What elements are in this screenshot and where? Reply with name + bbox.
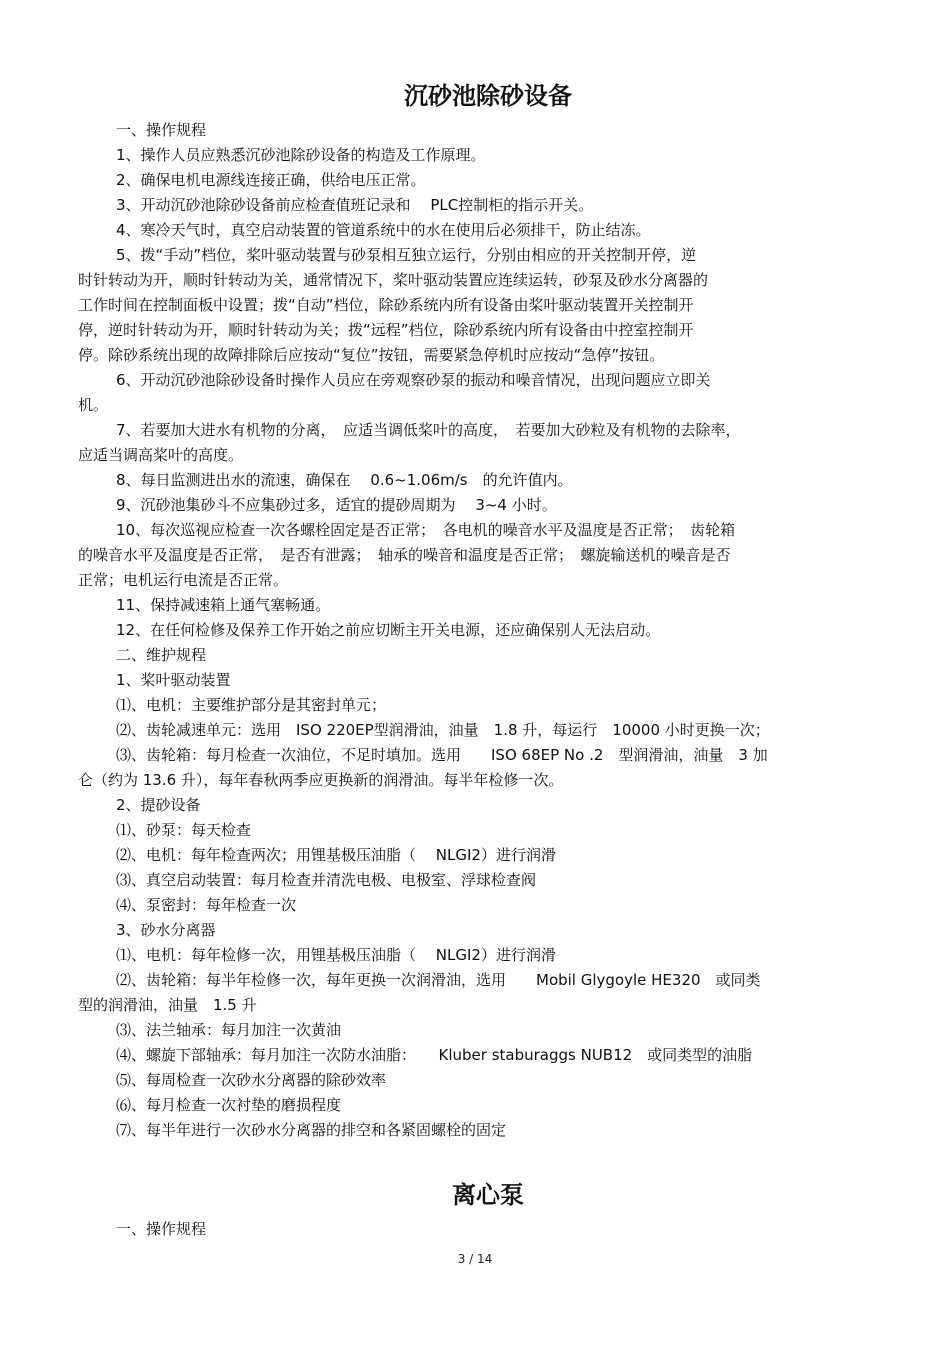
text-line: ⑷、泵密封：每年检查一次 — [116, 896, 297, 914]
text-line: 停，逆时针转动为开，顺时针转动为关；拨“远程”档位，除砂系统内所有设备由中控室控制开 — [78, 321, 694, 339]
text-line: 12、在任何检修及保养工作开始之前应切断主开关电源，还应确保别人无法启动。 — [116, 621, 661, 639]
section-title-grit-removal: 沉砂池除砂设备 — [404, 82, 572, 110]
text-line: ⑵、电机：每年检查两次；用锂基极压油脂（ NLGI2）进行润滑 — [116, 846, 556, 864]
text-line: 8、每日监测进出水的流速，确保在 0.6~1.06m/s 的允许值内。 — [116, 471, 573, 489]
text-line: 二、维护规程 — [116, 646, 207, 664]
text-line: 2、确保电机电源线连接正确，供给电压正常。 — [116, 171, 426, 189]
text-line: ⑴、电机：主要维护部分是其密封单元； — [116, 696, 387, 714]
text-line: 工作时间在控制面板中设置；拨“自动”档位，除砂系统内所有设备由桨叶驱动装置开关控制开 — [78, 296, 694, 314]
document-page — [78, 78, 878, 1242]
text-line: ⑹、每月检查一次衬垫的磨损程度 — [116, 1096, 342, 1114]
text-line: 一、操作规程 — [116, 121, 207, 139]
text-line: 7、若要加大进水有机物的分离， 应适当调低桨叶的高度， 若要加大砂粒及有机物的去除率， — [116, 421, 741, 439]
text-line: 3、砂水分离器 — [116, 921, 216, 939]
text-line: 正常；电机运行电流是否正常。 — [78, 571, 289, 589]
page-number: 3 / 14 — [457, 1252, 493, 1266]
text-line: 2、提砂设备 — [116, 796, 201, 814]
text-line: 10、每次巡视应检查一次各螺栓固定是否正常； 各电机的噪音水平及温度是否正常； 齿轮箱 — [116, 521, 736, 539]
section-body-grit-removal — [78, 118, 878, 1143]
text-line: 一、操作规程 — [116, 1220, 207, 1238]
text-line: 应适当调高桨叶的高度。 — [78, 446, 244, 464]
text-line: 机。 — [78, 396, 109, 414]
text-line: ⑴、电机：每年检修一次，用锂基极压油脂（ NLGI2）进行润滑 — [116, 946, 556, 964]
text-line: 3、开动沉砂池除砂设备前应检查值班记录和 PLC控制柜的指示开关。 — [116, 196, 594, 214]
text-line: 11、保持减速箱上通气塞畅通。 — [116, 596, 331, 614]
text-line: ⑵、齿轮减速单元：选用 ISO 220EP型润滑油，油量 1.8 升，每运行 10000 小时更换一次； — [116, 721, 770, 739]
section-body-centrifugal-pump — [78, 1217, 878, 1242]
text-line: ⑸、每周检查一次砂水分离器的除砂效率 — [116, 1071, 387, 1089]
text-line: 型的润滑油，油量 1.5 升 — [78, 996, 257, 1014]
text-line: 时针转动为开，顺时针转动为关，通常情况下，桨叶驱动装置应连续运转，砂泵及砂水分离器的 — [78, 271, 709, 289]
text-line: 4、寒冷天气时，真空启动装置的管道系统中的水在使用后必须排干，防止结冻。 — [116, 221, 651, 239]
text-line: ⑷、螺旋下部轴承：每月加注一次防水油脂： Kluber staburaggs NUB12 或同类型的油脂 — [116, 1046, 753, 1064]
text-line: 1、操作人员应熟悉沉砂池除砂设备的构造及工作原理。 — [116, 146, 486, 164]
text-line: 1、桨叶驱动装置 — [116, 671, 231, 689]
text-line: 9、沉砂池集砂斗不应集砂过多，适宜的提砂周期为 3~4 小时。 — [116, 496, 557, 514]
text-line: ⑵、齿轮箱：每半年检修一次，每年更换一次润滑油，选用 Mobil Glygoyle HE320 或同类 — [116, 971, 761, 989]
text-line: 5、拨“手动”档位，桨叶驱动装置与砂泵相互独立运行，分别由相应的开关控制开停，逆 — [116, 246, 697, 264]
text-line: 6、开动沉砂池除砂设备时操作人员应在旁观察砂泵的振动和噪音情况，出现问题应立即关 — [116, 371, 711, 389]
text-line: 停。除砂系统出现的故障排除后应按动“复位”按钮，需要紧急停机时应按动“急停”按钮。 — [78, 346, 665, 364]
text-line: ⑶、真空启动装置：每月检查并清洗电极、电极室、浮球检查阀 — [116, 871, 537, 889]
text-line: 仑（约为 13.6 升），每年春秋两季应更换新的润滑油。每半年检修一次。 — [78, 771, 564, 789]
text-line: ⑴、砂泵：每天检查 — [116, 821, 252, 839]
text-line: ⑺、每半年进行一次砂水分离器的排空和各紧固螺栓的固定 — [116, 1121, 507, 1139]
section-title-centrifugal-pump: 离心泵 — [452, 1181, 524, 1209]
text-line: 的噪音水平及温度是否正常， 是否有泄露； 轴承的噪音和温度是否正常； 螺旋输送机的噪音是否 — [78, 546, 731, 564]
text-line: ⑶、法兰轴承：每月加注一次黄油 — [116, 1021, 342, 1039]
text-line: ⑶、齿轮箱：每月检查一次油位，不足时填加。选用 ISO 68EP No .2 型润滑油，油量 3 加 — [116, 746, 768, 764]
